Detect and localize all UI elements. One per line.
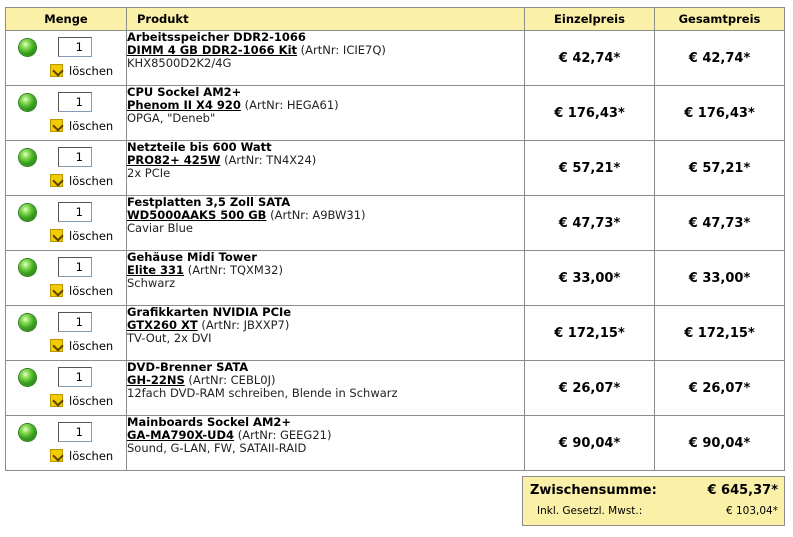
total-price: € 47,73* — [655, 196, 785, 251]
product-description: Sound, G-LAN, FW, SATAII-RAID — [127, 441, 307, 455]
column-header-menge: Menge — [6, 8, 127, 31]
cart-row — [6, 361, 785, 416]
delete-arrow-icon — [50, 394, 63, 407]
delete-arrow-icon — [50, 284, 63, 297]
product-category: Arbeitsspeicher DDR2-1066 — [127, 30, 306, 44]
delete-arrow-icon — [50, 64, 63, 77]
unit-price: € 47,73* — [525, 196, 655, 251]
product-article-number: (ArtNr: TQXM32) — [187, 263, 283, 277]
quantity-input[interactable] — [58, 367, 92, 387]
quantity-cell — [6, 31, 127, 86]
availability-status-icon — [19, 94, 36, 111]
delete-arrow-icon — [50, 339, 63, 352]
quantity-cell — [6, 361, 127, 416]
quantity-input[interactable] — [58, 202, 92, 222]
cart-row — [6, 31, 785, 86]
product-cell — [127, 251, 525, 306]
cart-header-row — [6, 8, 785, 31]
product-link[interactable]: DIMM 4 GB DDR2-1066 Kit — [127, 43, 298, 57]
product-link[interactable]: GA-MA790X-UD4 — [127, 428, 235, 442]
quantity-cell — [6, 86, 127, 141]
quantity-input[interactable] — [58, 257, 92, 277]
unit-price: € 42,74* — [525, 31, 655, 86]
product-link[interactable]: GH-22NS — [127, 373, 185, 387]
product-article-number: (ArtNr: HEGA61) — [244, 98, 339, 112]
product-description: 2x PCIe — [127, 166, 171, 180]
unit-price: € 26,07* — [525, 361, 655, 416]
quantity-cell — [6, 416, 127, 471]
total-price: € 90,04* — [655, 416, 785, 471]
delete-button[interactable] — [50, 449, 113, 463]
product-article-number: (ArtNr: ICIE7Q) — [300, 43, 386, 57]
total-price: € 26,07* — [655, 361, 785, 416]
product-category: DVD-Brenner SATA — [127, 360, 249, 374]
delete-label: löschen — [69, 64, 114, 78]
product-cell — [127, 31, 525, 86]
quantity-cell — [6, 196, 127, 251]
cart-table — [5, 7, 785, 471]
product-cell — [127, 196, 525, 251]
product-category: Grafikkarten NVIDIA PCIe — [127, 305, 292, 319]
total-price: € 42,74* — [655, 31, 785, 86]
column-header-produkt: Produkt — [127, 8, 525, 31]
delete-button[interactable] — [50, 229, 113, 243]
product-line — [127, 154, 524, 167]
quantity-input[interactable] — [58, 422, 92, 442]
availability-status-icon — [19, 369, 36, 386]
quantity-input[interactable] — [58, 147, 92, 167]
availability-status-icon — [19, 259, 36, 276]
product-description: KHX8500D2K2/4G — [127, 56, 232, 70]
cart-summary — [522, 476, 785, 526]
product-cell — [127, 306, 525, 361]
unit-price: € 172,15* — [525, 306, 655, 361]
availability-status-icon — [19, 424, 36, 441]
delete-button[interactable] — [50, 119, 113, 133]
product-link[interactable]: Phenom II X4 920 — [127, 98, 241, 112]
delete-label: löschen — [69, 119, 114, 133]
cart-row — [6, 251, 785, 306]
unit-price: € 176,43* — [525, 86, 655, 141]
product-description: Caviar Blue — [127, 221, 193, 235]
quantity-cell — [6, 251, 127, 306]
quantity-input[interactable] — [58, 312, 92, 332]
product-category: Gehäuse Midi Tower — [127, 250, 257, 264]
cart-row — [6, 306, 785, 361]
delete-button[interactable] — [50, 64, 113, 78]
quantity-input[interactable] — [58, 92, 92, 112]
product-article-number: (ArtNr: CEBL0J) — [188, 373, 276, 387]
vat-value: € 103,04* — [725, 505, 778, 517]
product-description: 12fach DVD-RAM schreiben, Blende in Schwarz — [127, 386, 398, 400]
unit-price: € 57,21* — [525, 141, 655, 196]
subtotal-value: € 645,37* — [707, 483, 778, 498]
product-link[interactable]: GTX260 XT — [127, 318, 198, 332]
availability-status-icon — [19, 204, 36, 221]
delete-arrow-icon — [50, 449, 63, 462]
delete-arrow-icon — [50, 119, 63, 132]
delete-label: löschen — [69, 449, 114, 463]
availability-status-icon — [19, 314, 36, 331]
unit-price: € 33,00* — [525, 251, 655, 306]
delete-arrow-icon — [50, 229, 63, 242]
product-description: OPGA, "Deneb" — [127, 111, 216, 125]
delete-label: löschen — [69, 229, 114, 243]
delete-button[interactable] — [50, 394, 113, 408]
product-article-number: (ArtNr: GEEG21) — [237, 428, 332, 442]
product-article-number: (ArtNr: TN4X24) — [224, 153, 317, 167]
cart-body — [6, 31, 785, 471]
column-header-einzelpreis: Einzelpreis — [525, 8, 655, 31]
product-cell — [127, 361, 525, 416]
product-category: Festplatten 3,5 Zoll SATA — [127, 195, 291, 209]
product-article-number: (ArtNr: A9BW31) — [270, 208, 366, 222]
product-line — [127, 264, 524, 277]
delete-arrow-icon — [50, 174, 63, 187]
delete-label: löschen — [69, 174, 114, 188]
product-link[interactable]: PRO82+ 425W — [127, 153, 221, 167]
cart-row — [6, 196, 785, 251]
delete-label: löschen — [69, 284, 114, 298]
delete-button[interactable] — [50, 174, 113, 188]
total-price: € 33,00* — [655, 251, 785, 306]
cart-row — [6, 141, 785, 196]
column-header-gesamtpreis: Gesamtpreis — [655, 8, 785, 31]
product-description: Schwarz — [127, 276, 176, 290]
delete-label: löschen — [69, 394, 114, 408]
product-category: CPU Sockel AM2+ — [127, 85, 242, 99]
delete-button[interactable] — [50, 284, 113, 298]
availability-status-icon — [19, 39, 36, 56]
total-price: € 57,21* — [655, 141, 785, 196]
delete-button[interactable] — [50, 339, 113, 353]
cart-row — [6, 86, 785, 141]
product-article-number: (ArtNr: JBXXP7) — [201, 318, 290, 332]
unit-price: € 90,04* — [525, 416, 655, 471]
availability-status-icon — [19, 149, 36, 166]
subtotal-label: Zwischensumme: — [530, 483, 657, 498]
product-cell — [127, 86, 525, 141]
quantity-cell — [6, 141, 127, 196]
delete-label: löschen — [69, 339, 114, 353]
product-link[interactable]: Elite 331 — [127, 263, 185, 277]
total-price: € 172,15* — [655, 306, 785, 361]
product-cell — [127, 416, 525, 471]
product-link[interactable]: WD5000AAKS 500 GB — [127, 208, 267, 222]
product-category: Mainboards Sockel AM2+ — [127, 415, 292, 429]
quantity-input[interactable] — [58, 37, 92, 57]
total-price: € 176,43* — [655, 86, 785, 141]
quantity-cell — [6, 306, 127, 361]
product-description: TV-Out, 2x DVI — [127, 331, 212, 345]
product-category: Netzteile bis 600 Watt — [127, 140, 272, 154]
vat-label: Inkl. Gesetzl. Mwst.: — [537, 505, 643, 517]
product-cell — [127, 141, 525, 196]
cart-row — [6, 416, 785, 471]
